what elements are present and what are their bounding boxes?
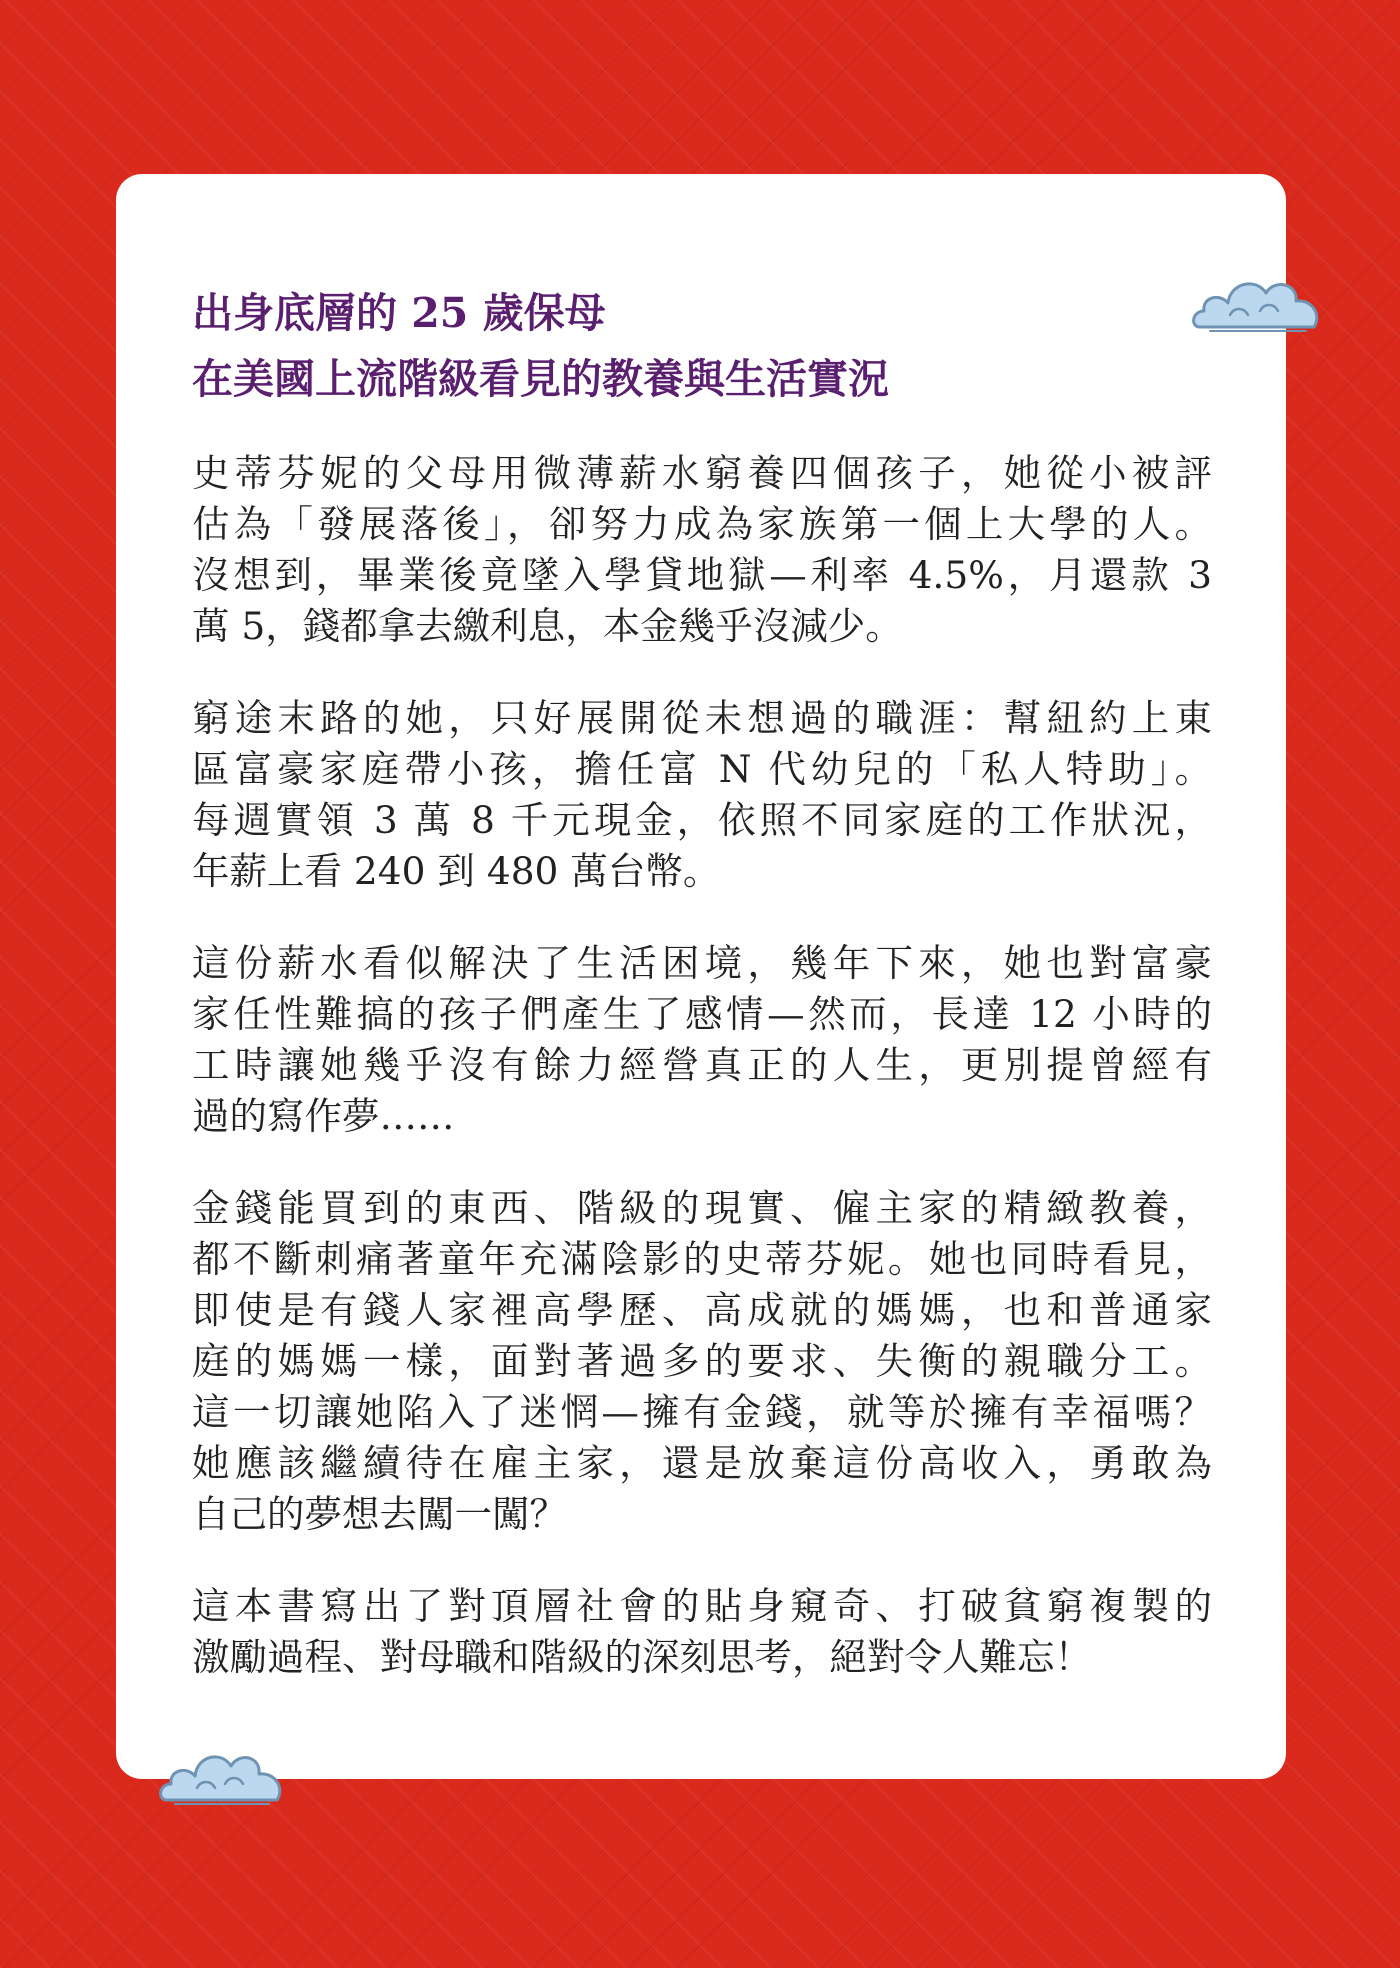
text-line: 都不斷刺痛著童年充滿陰影的史蒂芬妮。她也同時看見， [192,1237,1212,1281]
text-line: 窮途末路的她，只好展開從未想過的職涯：幫紐約上東 [192,696,1212,740]
title-line-2: 在美國上流階級看見的教養與生活實況 [192,355,889,403]
text-line: 庭的媽媽一樣，面對著過多的要求、失衡的親職分工。 [192,1339,1212,1383]
text-line: 她應該繼續待在雇主家，還是放棄這份高收入，勇敢為 [192,1441,1212,1485]
paragraph-1 [192,448,1212,652]
paragraph-5 [192,1581,1212,1683]
text-line: 每週實領 3 萬 8 千元現金，依照不同家庭的工作狀況， [192,798,1212,842]
text-line: 激勵過程、對母職和階級的深刻思考，絕對令人難忘！ [192,1635,1092,1679]
paragraph-4 [192,1183,1212,1540]
paragraph-2 [192,693,1212,897]
synopsis-body [192,448,1212,1724]
cloud-icon [1190,265,1325,337]
text-line: 這份薪水看似解決了生活困境，幾年下來，她也對富豪 [192,941,1212,985]
text-line: 這本書寫出了對頂層社會的貼身窺奇、打破貧窮複製的 [192,1584,1212,1628]
text-line: 史蒂芬妮的父母用微薄薪水窮養四個孩子，她從小被評 [192,451,1212,495]
text-line: 這一切讓她陷入了迷惘—擁有金錢，就等於擁有幸福嗎？ [192,1390,1212,1434]
text-line: 萬 5，錢都拿去繳利息，本金幾乎沒減少。 [192,604,903,648]
text-line: 年薪上看 240 到 480 萬台幣。 [192,849,721,893]
text-line: 區富豪家庭帶小孩，擔任富 N 代幼兒的「私人特助」。 [192,747,1212,791]
text-line: 自己的夢想去闖一闖？ [192,1492,567,1536]
text-line: 估為「發展落後」，卻努力成為家族第一個上大學的人。 [192,502,1212,546]
book-title [192,280,1192,412]
text-line: 工時讓她幾乎沒有餘力經營真正的人生，更別提曾經有 [192,1043,1212,1087]
text-line: 即使是有錢人家裡高學歷、高成就的媽媽，也和普通家 [192,1288,1212,1332]
text-line: 家任性難搞的孩子們產生了感情—然而，長達 12 小時的 [192,992,1212,1036]
paragraph-3 [192,938,1212,1142]
text-line: 過的寫作夢…… [192,1094,455,1138]
text-line: 沒想到，畢業後竟墜入學貸地獄—利率 4.5%，月還款 3 [192,553,1212,597]
cloud-icon [157,1742,287,1810]
text-line: 金錢能買到的東西、階級的現實、僱主家的精緻教養， [192,1186,1212,1230]
title-line-1: 出身底層的 25 歲保母 [192,289,606,337]
